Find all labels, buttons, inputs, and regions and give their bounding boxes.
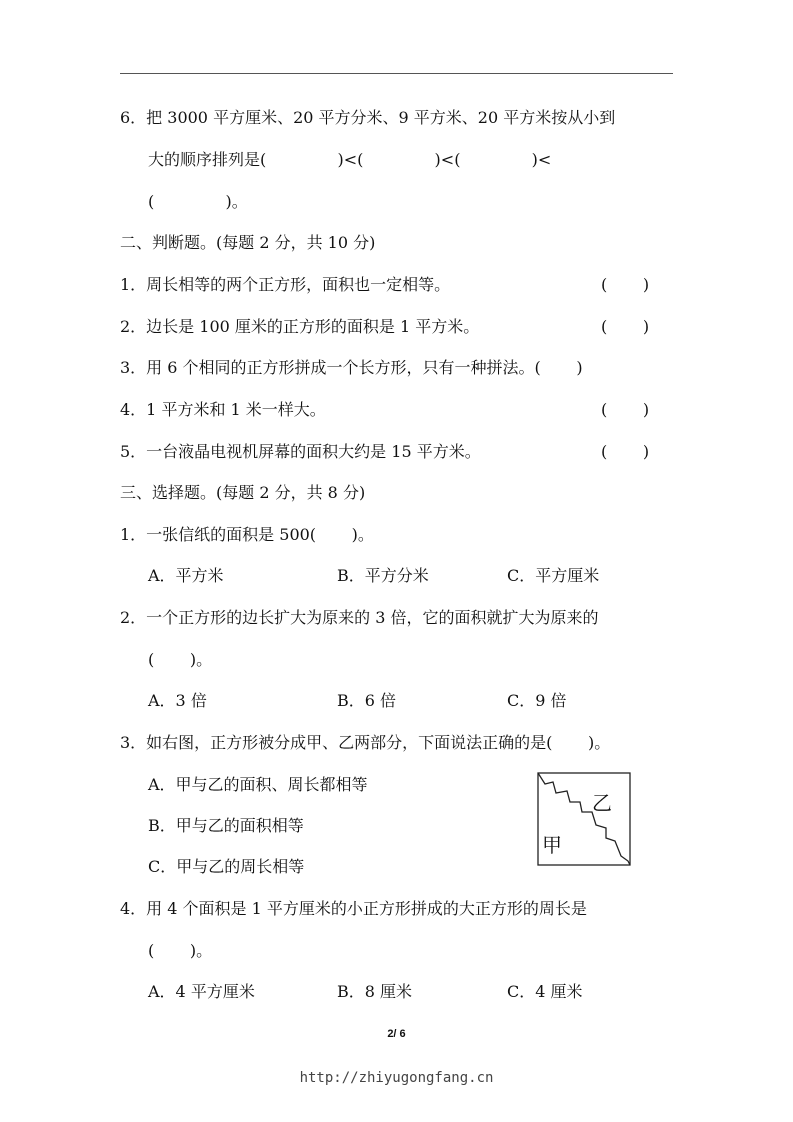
s2-item-5: 5．一台液晶电视机屏幕的面积大约是 15 平方米。	[120, 442, 481, 461]
s3-q2-option-b: B．6 倍	[337, 691, 397, 710]
section3-heading: 三、选择题。(每题 2 分，共 8 分)	[120, 483, 366, 502]
s3-q4-stem: 4．用 4 个面积是 1 平方厘米的小正方形拼成的大正方形的周长是	[120, 899, 587, 918]
s2-item-4-paren: ( )	[601, 400, 650, 419]
s3-q1-option-c: C．平方厘米	[507, 566, 600, 585]
square-division-figure	[537, 772, 631, 866]
s2-item-5-paren: ( )	[601, 442, 650, 461]
s3-q3-option-b: B．甲与乙的面积相等	[148, 816, 304, 835]
s2-item-4: 4．1 平方米和 1 米一样大。	[120, 400, 326, 419]
s3-q4-option-c: C．4 厘米	[507, 982, 583, 1001]
s3-q1-option-a: A．平方米	[148, 566, 224, 585]
s3-q2-stem: 2．一个正方形的边长扩大为原来的 3 倍，它的面积就扩大为原来的	[120, 608, 599, 627]
s3-q4-option-a: A．4 平方厘米	[148, 982, 255, 1001]
q6-line2: 大的顺序排列是( )<( )<( )<	[148, 150, 552, 169]
s3-q3-stem: 3．如右图，正方形被分成甲、乙两部分，下面说法正确的是( )。	[120, 733, 611, 752]
figure-label-yi: 乙	[592, 791, 612, 815]
page-number: 2/ 6	[387, 1028, 406, 1040]
s2-item-1-paren: ( )	[601, 275, 650, 294]
figure-label-jia: 甲	[542, 833, 562, 857]
s2-item-2-paren: ( )	[601, 317, 650, 336]
s2-item-1: 1．周长相等的两个正方形，面积也一定相等。	[120, 275, 451, 294]
s3-q3-option-c: C．甲与乙的周长相等	[148, 857, 305, 876]
q6-line1: 6．把 3000 平方厘米、20 平方分米、9 平方米、20 平方米按从小到	[120, 108, 616, 127]
s3-q2-option-c: C．9 倍	[507, 691, 567, 710]
s3-q2-option-a: A．3 倍	[148, 691, 207, 710]
s3-q4-option-b: B．8 厘米	[337, 982, 413, 1001]
s3-q3-option-a: A．甲与乙的面积、周长都相等	[148, 775, 368, 794]
q6-line3: ( )。	[148, 192, 248, 211]
s3-q2-stem2: ( )。	[148, 650, 213, 669]
s3-q1-option-b: B．平方分米	[337, 566, 429, 585]
section2-heading: 二、判断题。(每题 2 分，共 10 分)	[120, 233, 376, 252]
s2-item-3: 3．用 6 个相同的正方形拼成一个长方形，只有一种拼法。( )	[120, 358, 583, 377]
header-rule	[120, 73, 673, 74]
footer-url: http://zhiyugongfang.cn	[299, 1070, 494, 1086]
s3-q4-stem2: ( )。	[148, 941, 213, 960]
s3-q1-stem: 1．一张信纸的面积是 500( )。	[120, 525, 374, 544]
s2-item-2: 2．边长是 100 厘米的正方形的面积是 1 平方米。	[120, 317, 480, 336]
